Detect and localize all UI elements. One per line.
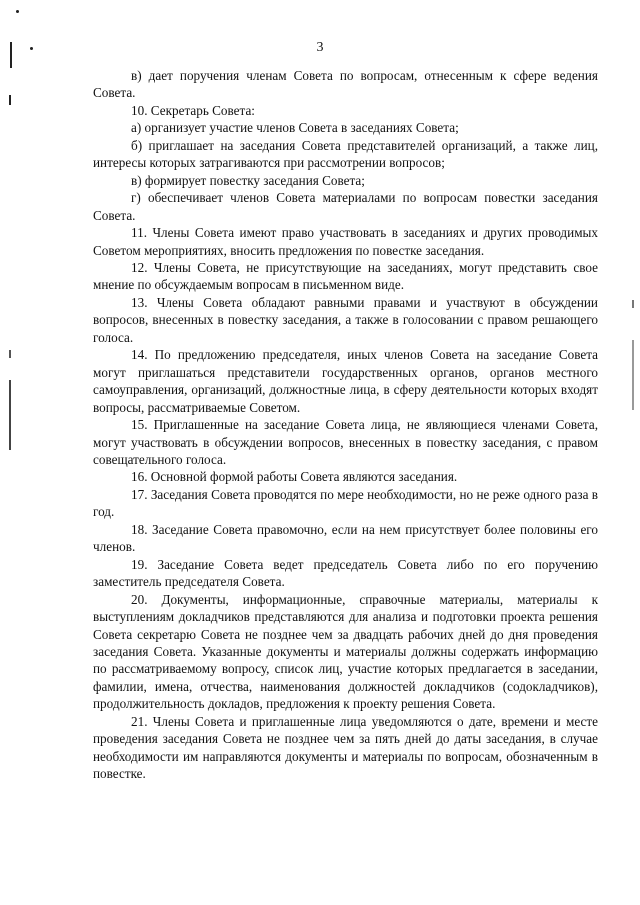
paragraph-10a: а) организует участие членов Совета в заседаниях Совета;: [131, 120, 459, 136]
scan-artifact: [9, 380, 11, 450]
paragraph-18: 18. Заседание Совета правомочно, если на нем присутствует более половины его членов.: [93, 521, 598, 555]
paragraph-10v: в) формирует повестку заседания Совета;: [131, 172, 365, 188]
paragraph-14: 14. По предложению председателя, иных членов Совета на заседание Совета могут приглашаться представители государственных органов, органов местного самоуправления, организаций, должностные лица, в сферу деятельности которых входят вопросы, рассматриваемые Советом.: [93, 347, 598, 415]
paragraph-9v: в) дает поручения членам Совета по вопросам, отнесенным к сфере ведения Совета.: [93, 68, 598, 101]
scan-artifact: [9, 95, 11, 105]
paragraph-12: 12. Члены Совета, не присутствующие на заседаниях, могут представить свое мнение по обсуждаемым вопросам в письменном виде.: [93, 259, 598, 293]
document-body: [93, 67, 598, 783]
paragraph-13: 13. Члены Совета обладают равными правами и участвуют в обсуждении вопросов, внесенных в повестку заседания, а также в голосовании с правом решающего голоса.: [93, 294, 598, 345]
paragraph-21: 21. Члены Совета и приглашенные лица уведомляются о дате, времени и месте проведения заседания Совета не позднее чем за пять дней до даты заседания, в случае необходимости им направляются документы и материалы по вопросам, обозначенным в повестке.: [93, 713, 598, 782]
paragraph-17: 17. Заседания Совета проводятся по мере необходимости, но не реже одного раза в год.: [93, 486, 598, 520]
scan-artifact: [632, 340, 634, 410]
paragraph-20: 20. Документы, информационные, справочные материалы, материалы к выступлениям докладчиков представляются для анализа и подготовки проекта решения Совета секретарю Совета не позднее чем за двадцать рабочих дней до дня проведения заседания Совета. Указанные документы и материалы должны содержать информацию по рассматриваемому вопросу, список лиц, участие которых предлагается в заседании, фамилии, имена, отчества, наименования должностей докладчиков (содокладчиков), продолжительность докладов, предложения к проекту решения Совета.: [93, 591, 598, 712]
paragraph-11: 11. Члены Совета имеют право участвовать в заседаниях и других проводимых Советом мероприятиях, вносить предложения по повестке заседания.: [93, 225, 598, 258]
paragraph-16: 16. Основной формой работы Совета являются заседания.: [131, 469, 458, 485]
page-number: 3: [316, 40, 324, 55]
paragraph-10b: б) приглашает на заседания Совета представителей организаций, а также лиц, интересы которых затрагиваются при рассмотрении вопросов;: [93, 137, 598, 171]
paragraph-10: 10. Секретарь Совета:: [131, 102, 255, 118]
scan-artifact: [9, 350, 11, 358]
scan-artifact: [16, 10, 19, 13]
paragraph-10g: г) обеспечивает членов Совета материалами по вопросам повестки заседания Совета.: [93, 190, 598, 223]
scan-artifact: [632, 300, 634, 308]
paragraph-15: 15. Приглашенные на заседание Совета лица, не являющиеся членами Совета, могут участвовать в обсуждении вопросов, внесенных в повестку заседания, с правом совещательного голоса.: [93, 417, 598, 467]
paragraph-19: 19. Заседание Совета ведет председатель Совета либо по его поручению заместитель председателя Совета.: [93, 556, 598, 590]
